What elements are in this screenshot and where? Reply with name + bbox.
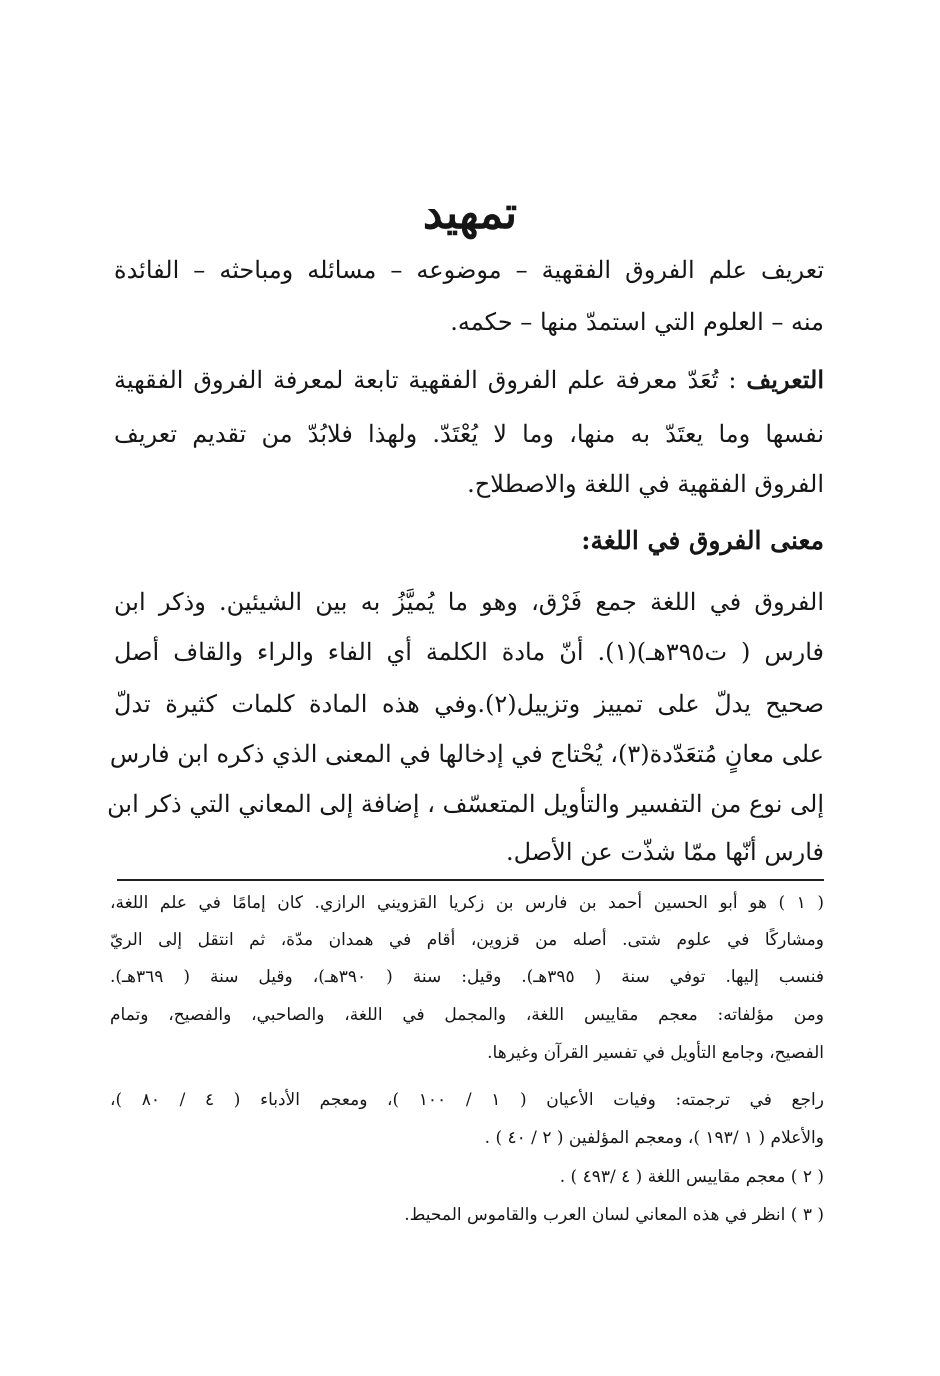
- intro-line: منه – العلوم التي استمدّ منها – حكمه.: [450, 308, 824, 336]
- footnote-line: ( ٣ ) انظر في هذه المعاني لسان العرب والقاموس المحيط.: [404, 1205, 824, 1225]
- definition-term: التعريف: [746, 365, 824, 394]
- footnote-line: ومشاركًا في علوم شتى. أصله من قزوين، أقام في همدان مدّة، ثم انتقل إلى الريّ: [110, 930, 824, 950]
- definition-line: نفسها وما يعتَدّ به منها، وما لا يُعْتَدّ. ولهذا فلابُدّ من تقديم تعريف: [114, 420, 824, 448]
- intro-line: تعريف علم الفروق الفقهية – موضوعه – مسائله ومباحثه – الفائدة: [114, 256, 824, 284]
- footnote-line: فنسب إليها. توفي سنة ( ٣٩٥هـ). وقيل: سنة ( ٣٩٠هـ)، وقيل سنة ( ٣٦٩هـ).: [110, 967, 824, 987]
- definition-text: : تُعَدّ معرفة علم الفروق الفقهية تابعة لمعرفة الفروق الفقهية: [114, 366, 747, 394]
- section-heading: معنى الفروق في اللغة:: [581, 526, 824, 555]
- definition-line: [114, 360, 824, 400]
- footnote-line: ( ٢ ) معجم مقاييس اللغة ( ٤ /٤٩٣ ) .: [559, 1167, 824, 1187]
- page-title: تمهيد: [422, 188, 518, 239]
- body-line: صحيح يدلّ على تمييز وتزييل(٢).وفي هذه المادة كلمات كثيرة تدلّ: [114, 690, 824, 718]
- footnote-line: ومن مؤلفاته: معجم مقاييس اللغة، والمجمل في اللغة، والصاحبي، والفصيح، وتمام: [110, 1005, 824, 1025]
- footnote-line: الفصيح، وجامع التأويل في تفسير القرآن وغيرها.: [487, 1043, 824, 1063]
- footnote-line: راجع في ترجمته: وفيات الأعيان ( ١ / ١٠٠ )، ومعجم الأدباء ( ٤ / ٨٠ )،: [110, 1090, 824, 1110]
- body-line: فارس ( ت٣٩٥هـ)(١). أنّ مادة الكلمة أي الفاء والراء والقاف أصل: [114, 638, 825, 666]
- body-line: الفروق في اللغة جمع فَرْق، وهو ما يُميَّزُ به بين الشيئين. وذكر ابن: [114, 588, 824, 616]
- body-line: على معانٍ مُتعَدّدة(٣)، يُحْتاج في إدخالها في المعنى الذي ذكره ابن فارس: [109, 740, 824, 768]
- definition-line: الفروق الفقهية في اللغة والاصطلاح.: [467, 470, 824, 498]
- body-line: إلى نوع من التفسير والتأويل المتعسّف ، إضافة إلى المعاني التي ذكر ابن: [107, 790, 824, 818]
- footnote-divider: [117, 879, 824, 881]
- body-line: فارس أنّها ممّا شذّت عن الأصل.: [505, 838, 824, 866]
- footnote-line: ( ١ ) هو أبو الحسين أحمد بن فارس بن زكريا القزويني الرازي. كان إمامًا في علم اللغة،: [110, 893, 824, 913]
- footnote-line: والأعلام ( ١ /١٩٣ )، ومعجم المؤلفين ( ٢ / ٤٠ ) .: [484, 1128, 824, 1148]
